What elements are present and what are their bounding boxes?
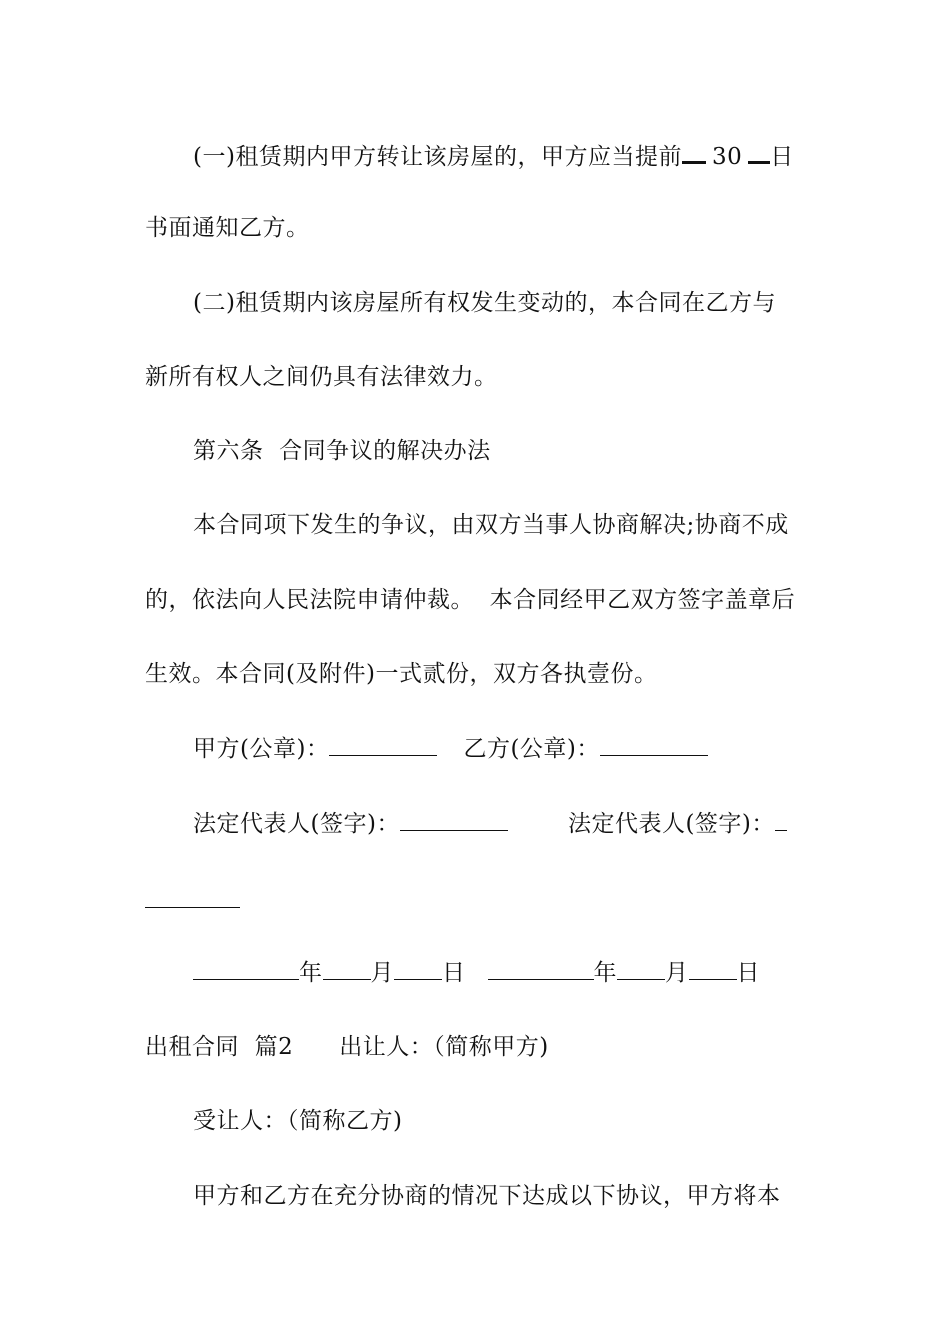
seal-line [193,733,708,764]
lessor-label: 出让人：（简称甲方) [339,1034,549,1060]
notice-days: 30 [711,144,743,170]
fill-blank [682,139,706,164]
day-label: 日 [442,960,466,986]
lessee-label: 受让人：（简称乙方) [193,1108,403,1134]
day-blank [394,957,442,980]
party-b-seal-label: 乙方(公章)： [463,736,600,762]
date-line [193,957,760,988]
year-blank [193,957,299,980]
contract2-header [145,1032,549,1062]
signature-blank [600,733,708,756]
day-blank [689,957,737,980]
signature-blank-continued [145,907,240,908]
year-blank [488,957,594,980]
rep-b-label: 法定代表人(签字)： [567,811,775,837]
signature-blank [775,808,787,831]
paragraph-line: 的，依法向人民法院申请仲裁。 本合同经甲乙双方签字盖章后 [145,587,796,613]
month-label: 月 [665,960,689,986]
representative-line [193,808,787,839]
signature-blank [329,733,437,756]
clause-text: 日 [770,144,794,170]
paragraph-line: 新所有权人之间仍具有法律效力。 [145,364,498,390]
year-label: 年 [299,960,323,986]
party-a-seal-label: 甲方(公章)： [193,736,330,762]
paragraph-line: 生效。本合同(及附件)一式贰份，双方各执壹份。 [145,661,658,687]
clause-text: (一)租赁期内甲方转让该房屋的，甲方应当提前 [193,144,682,170]
paragraph-line: 甲方和乙方在充分协商的情况下达成以下协议，甲方将本 [193,1183,781,1209]
clause-transfer-notice [193,139,794,172]
contract2-title: 出租合同 篇2 [145,1034,294,1060]
fill-blank [748,139,770,164]
signature-blank [400,808,508,831]
paragraph-line: 书面通知乙方。 [145,215,310,241]
month-blank [617,957,665,980]
year-label: 年 [593,960,617,986]
paragraph-line: 本合同项下发生的争议，由双方当事人协商解决;协商不成 [193,512,789,538]
paragraph-line: (二)租赁期内该房屋所有权发生变动的，本合同在乙方与 [193,290,776,316]
day-label: 日 [736,960,760,986]
month-label: 月 [370,960,394,986]
rep-a-label: 法定代表人(签字)： [193,811,400,837]
article-title: 第六条 合同争议的解决办法 [193,438,491,464]
month-blank [323,957,371,980]
